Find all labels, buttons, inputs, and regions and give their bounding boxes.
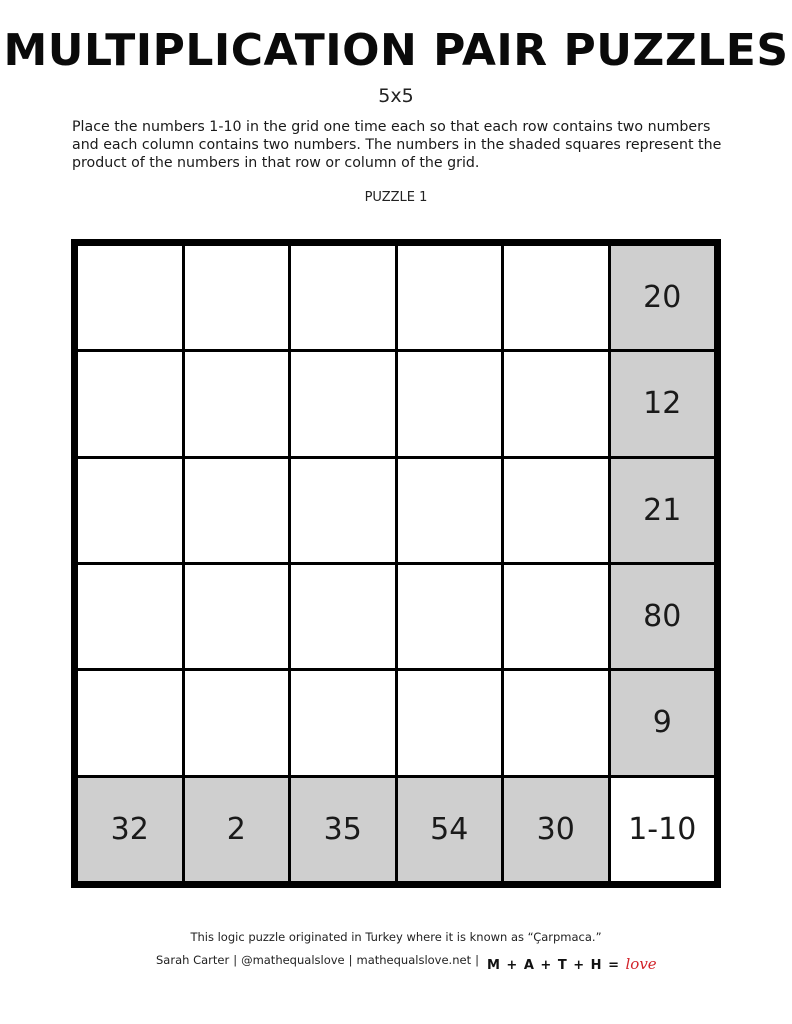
social-handle: @mathequalslove [241, 953, 345, 967]
column-product-1: 32 [78, 778, 182, 881]
puzzle-label: PUZZLE 1 [364, 190, 428, 205]
grid-cell-r3c5[interactable] [504, 459, 608, 562]
origin-note: This logic puzzle originated in Turkey where it is known as “Çarpmaca.” [190, 930, 602, 944]
grid-cell-r2c4[interactable] [398, 352, 502, 455]
grid-cell-r4c2[interactable] [185, 565, 289, 668]
grid-cell-r5c5[interactable] [504, 671, 608, 774]
row-product-4: 80 [611, 565, 715, 668]
website-link: mathequalslove.net [356, 953, 472, 967]
grid-cell-r4c5[interactable] [504, 565, 608, 668]
author-name: Sarah Carter [156, 953, 230, 967]
grid-cell-r1c3[interactable] [291, 246, 395, 349]
number-range-label: 1-10 [611, 778, 715, 881]
column-product-2: 2 [185, 778, 289, 881]
instructions: Place the numbers 1-10 in the grid one time each so that each row contains two numbers and each column contains two numbers. The numbers in the shaded squares represent the product of the numbers in that row or column of the grid. [72, 119, 722, 171]
column-product-3: 35 [291, 778, 395, 881]
puzzle-size: 5x5 [378, 85, 414, 107]
row-product-5: 9 [611, 671, 715, 774]
grid-cell-r2c3[interactable] [291, 352, 395, 455]
grid-cell-r2c1[interactable] [78, 352, 182, 455]
page-title: MULTIPLICATION PAIR PUZZLES [3, 25, 789, 76]
grid-cell-r5c1[interactable] [78, 671, 182, 774]
separator: | [348, 953, 353, 967]
row-product-1: 20 [611, 246, 715, 349]
column-product-5: 30 [504, 778, 608, 881]
grid-cell-r3c2[interactable] [185, 459, 289, 562]
credits [156, 949, 657, 973]
grid-cell-r2c5[interactable] [504, 352, 608, 455]
grid-cell-r3c4[interactable] [398, 459, 502, 562]
row-product-2: 12 [611, 352, 715, 455]
grid-cell-r4c3[interactable] [291, 565, 395, 668]
grid-cell-r3c1[interactable] [78, 459, 182, 562]
grid-cell-r5c3[interactable] [291, 671, 395, 774]
brand-logo [487, 955, 657, 973]
brand-love-script: love [625, 955, 657, 973]
grid-cell-r1c4[interactable] [398, 246, 502, 349]
row-product-3: 21 [611, 459, 715, 562]
separator: | [233, 953, 238, 967]
grid-cell-r3c3[interactable] [291, 459, 395, 562]
grid-cell-r1c2[interactable] [185, 246, 289, 349]
grid-cell-r1c5[interactable] [504, 246, 608, 349]
grid-cell-r5c4[interactable] [398, 671, 502, 774]
puzzle-grid [71, 239, 721, 888]
grid-cell-r2c2[interactable] [185, 352, 289, 455]
grid-cell-r5c2[interactable] [185, 671, 289, 774]
grid-cell-r4c4[interactable] [398, 565, 502, 668]
grid-cell-r4c1[interactable] [78, 565, 182, 668]
grid-cell-r1c1[interactable] [78, 246, 182, 349]
brand-prefix: M + A + T + H = [486, 958, 620, 973]
column-product-4: 54 [398, 778, 502, 881]
separator: | [475, 953, 479, 967]
